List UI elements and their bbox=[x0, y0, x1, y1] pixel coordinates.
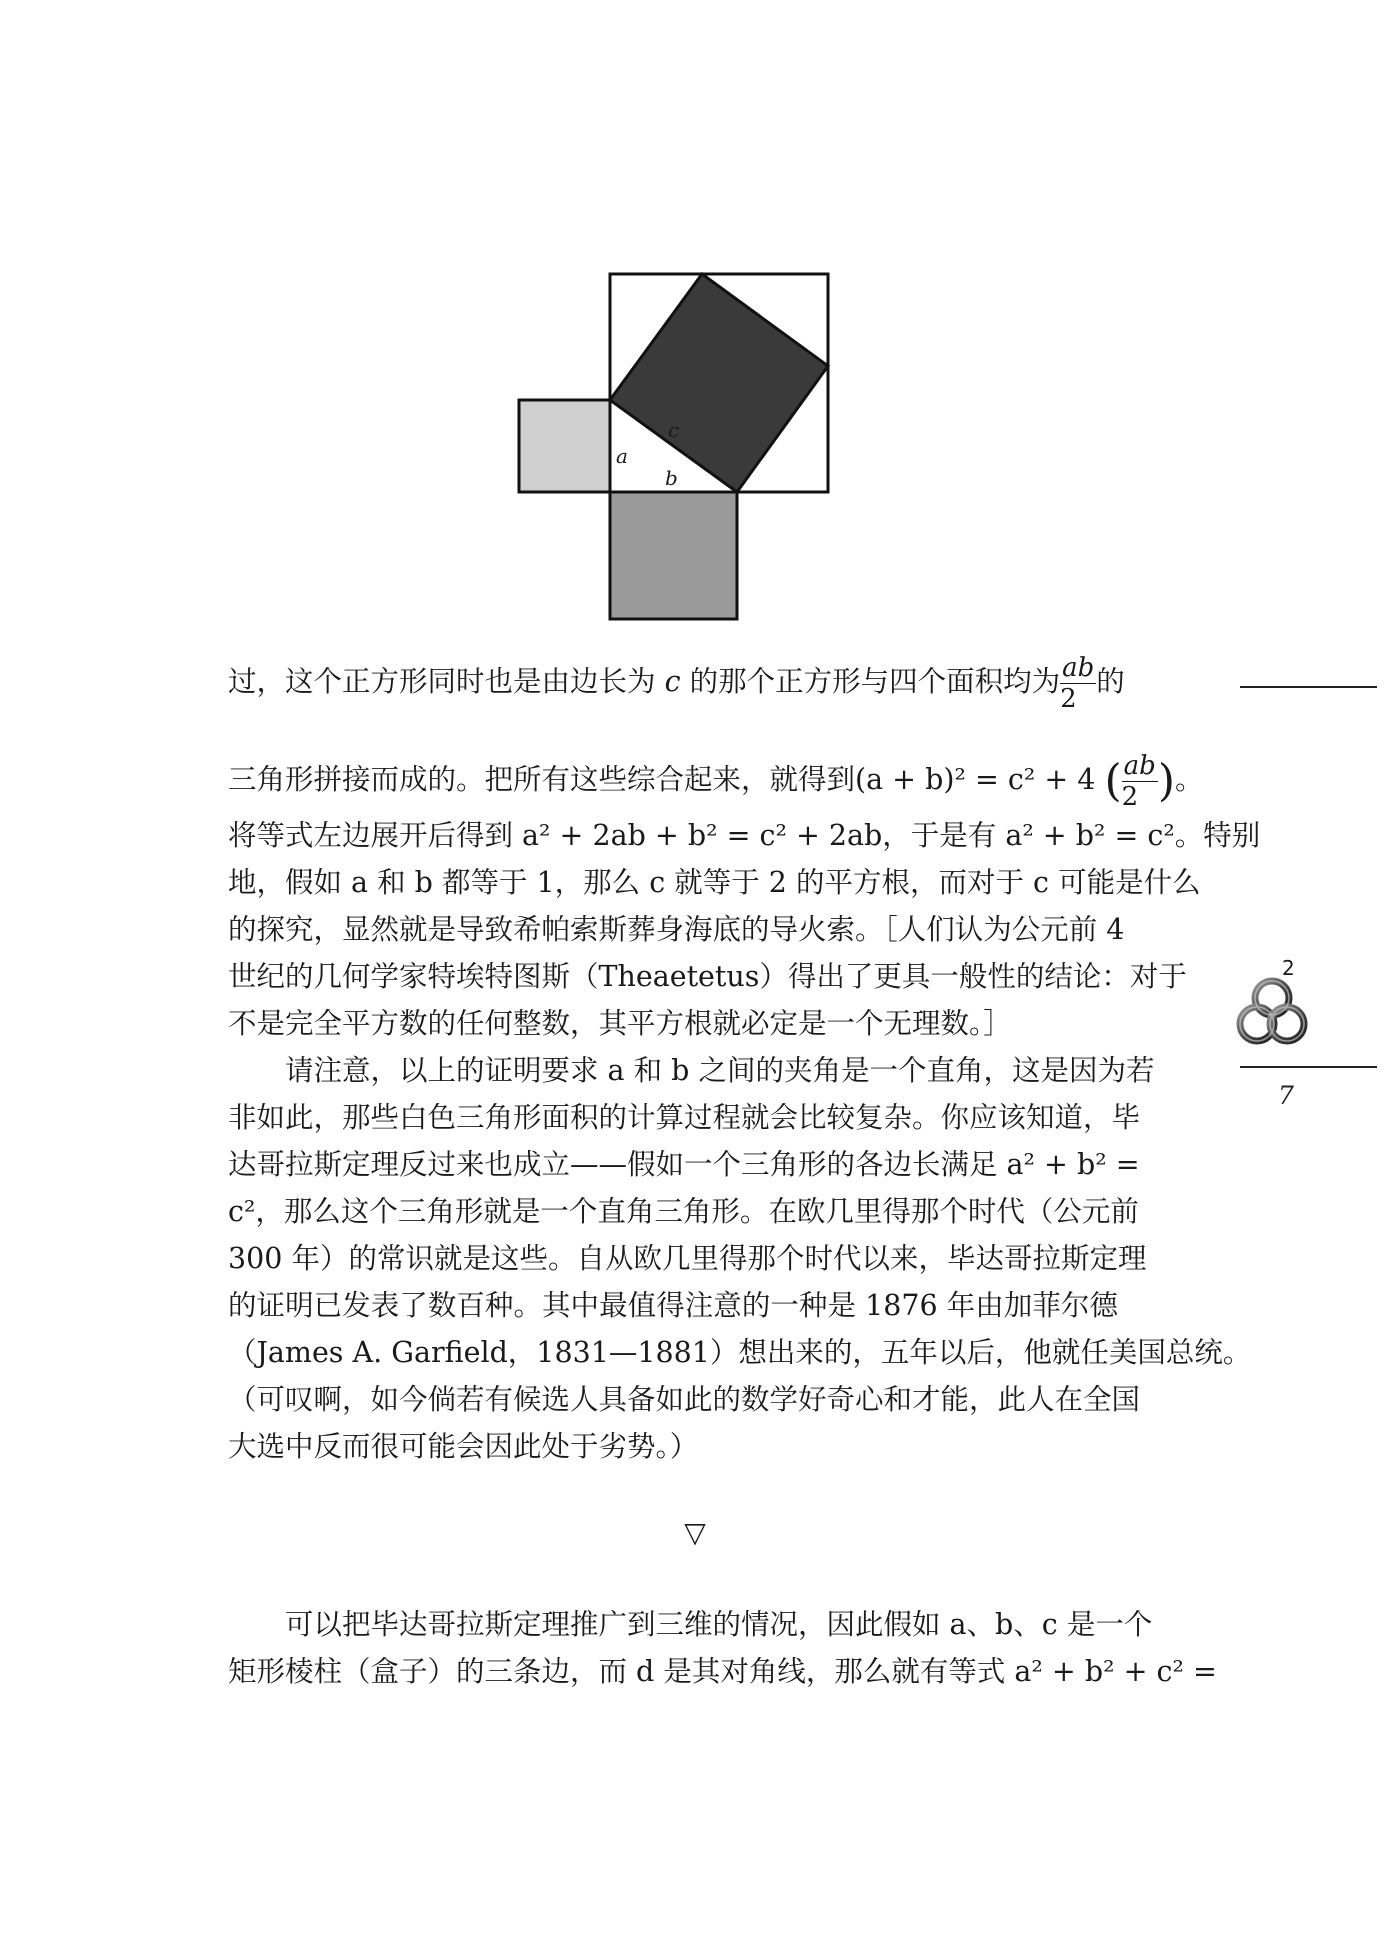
sidebar-top-rule bbox=[1240, 686, 1377, 688]
paragraph2-line: （James A. Garfield，1831—1881）想出来的，五年以后，他就任美国总统。 bbox=[228, 1335, 1252, 1369]
label-a: a bbox=[616, 444, 628, 468]
square-on-b bbox=[610, 492, 737, 619]
paragraph3-line: 可以把毕达哥拉斯定理推广到三维的情况，因此假如 a、b、c 是一个 bbox=[285, 1608, 1153, 1641]
paragraph3-line: 矩形棱柱（盒子）的三条边，而 d 是其对角线，那么就有等式 a² + b² + c² = bbox=[228, 1655, 1217, 1688]
chapter-number: 2 bbox=[1282, 956, 1295, 980]
paragraph1-line3: 将等式左边展开后得到 a² + 2ab + b² = c² + 2ab，于是有 a² + b² = c²。特别 bbox=[228, 818, 1261, 852]
section-divider-triangle: ▽ bbox=[684, 1516, 706, 1549]
square-on-a bbox=[519, 400, 610, 492]
paragraph2-line: c²，那么这个三角形就是一个直角三角形。在欧几里得那个时代（公元前 bbox=[228, 1194, 1139, 1228]
paragraph2-line: （可叹啊，如今倘若有候选人具备如此的数学好奇心和才能，此人在全国 bbox=[228, 1382, 1141, 1416]
pythagoras-figure bbox=[512, 270, 842, 628]
sidebar-bottom-rule bbox=[1240, 1066, 1377, 1068]
paragraph2-line: 非如此，那些白色三角形面积的计算过程就会比较复杂。你应该知道，毕 bbox=[228, 1100, 1141, 1134]
label-c: c bbox=[668, 418, 680, 442]
paragraph1-line2: 三角形拼接而成的。把所有这些综合起来，就得到(a + b)² = c² + 4 ( $\frac{ab}{2}$ )。 bbox=[228, 751, 1204, 812]
body-text bbox=[228, 652, 1261, 1470]
paragraph2-line: 大选中反而很可能会因此处于劣势。） bbox=[228, 1429, 699, 1463]
paragraph2-line: 的证明已发表了数百种。其中最值得注意的一种是 1876 年由加菲尔德 bbox=[228, 1288, 1118, 1322]
trefoil-knot-icon bbox=[1231, 972, 1313, 1052]
fraction-ab-over-2: $\frac{ab}{2}$ bbox=[1060, 653, 1095, 714]
body-text-continued bbox=[228, 1601, 1217, 1695]
paragraph1-line6: 世纪的几何学家特埃特图斯（Theaetetus）得出了更具一般性的结论：对于 bbox=[228, 959, 1187, 993]
page-number: 7 bbox=[1278, 1081, 1294, 1110]
label-b: b bbox=[665, 466, 678, 490]
paragraph2-line: 请注意，以上的证明要求 a 和 b 之间的夹角是一个直角，这是因为若 bbox=[285, 1053, 1155, 1087]
paragraph1-line1: 过，这个正方形同时也是由边长为 c 的那个正方形与四个面积均为 $\frac{ab}{2}$ 的 bbox=[228, 653, 1125, 714]
pythagoras-diagram bbox=[512, 270, 842, 628]
paragraph2-line: 300 年）的常识就是这些。自从欧几里得那个时代以来，毕达哥拉斯定理 bbox=[228, 1241, 1147, 1275]
fraction-ab-over-2-second: $\frac{ab}{2}$ bbox=[1121, 751, 1156, 812]
paragraph2-line: 达哥拉斯定理反过来也成立——假如一个三角形的各边长满足 a² + b² = bbox=[228, 1147, 1140, 1181]
paragraph1-line4: 地，假如 a 和 b 都等于 1，那么 c 就等于 2 的平方根，而对于 c 可能是什么 bbox=[228, 865, 1201, 899]
paragraph1-line5: 的探究，显然就是导致希帕索斯葬身海底的导火索。［人们认为公元前 4 bbox=[228, 912, 1125, 946]
paragraph1-line7: 不是完全平方数的任何整数，其平方根就必定是一个无理数。］ bbox=[228, 1006, 1012, 1040]
